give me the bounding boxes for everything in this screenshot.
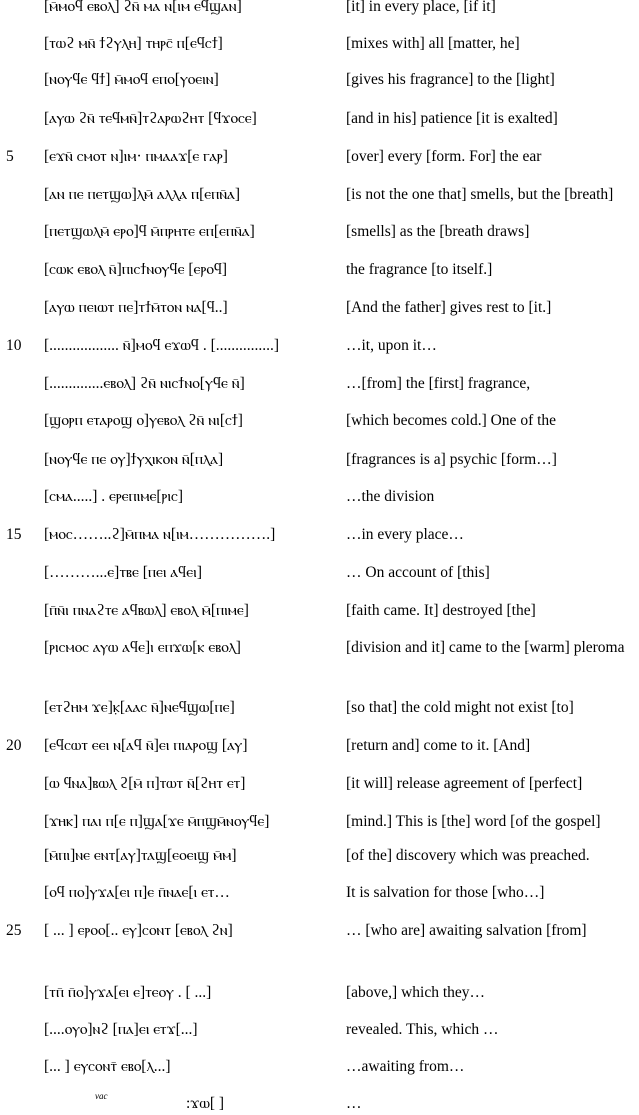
english-translation: …in every place… — [346, 526, 464, 543]
coptic-text: [ⲡⲉⲧϣⲱⲗⲙ̄ ⲉⲣⲟ]ϥ ⲙ̄ⲡⲣⲏⲧⲉ ⲉⲡ[ⲉⲡⲛ̄ⲁ] — [44, 223, 255, 240]
english-translation: [fragrances is a] psychic [form…] — [346, 451, 557, 468]
english-translation: [it] in every place, [if it] — [346, 0, 496, 15]
coptic-text: [ⲙ̄ⲡⲓ]ⲛⲉ ⲉⲛⲧ[ⲁⲩ]ⲧⲁϣ[ⲉⲟⲉⲓϣ ⲙ̄ⲙ] — [44, 847, 237, 864]
english-translation: …awaiting from… — [346, 1058, 465, 1075]
coptic-text: [ⲥⲙⲁ.....] . ⲉⲣⲉⲡⲓⲙⲉ[ⲣⲓⲥ] — [44, 488, 183, 505]
coptic-text: [ⲱ ϥⲛⲁ]ⲃⲱⲗ ϩ[ⲙ̄ ⲡ]ⲧⲱⲧ ⲛ̄[ϩⲏⲧ ⲉⲧ] — [44, 775, 246, 792]
english-translation: [gives his fragrance] to the [light] — [346, 71, 555, 88]
coptic-text: [ⲉϫⲛ̄ ⲥⲙⲟⲧ ⲛ]ⲓⲙ· ⲡⲙⲁⲁϫ[ⲉ ⲅⲁⲣ] — [44, 148, 228, 165]
english-translation: [above,] which they… — [346, 984, 486, 1001]
english-translation: revealed. This, which … — [346, 1021, 499, 1038]
english-translation: [smells] as the [breath draws] — [346, 223, 530, 240]
english-translation: …the division — [346, 488, 435, 505]
english-translation: [and in his] patience [it is exalted] — [346, 110, 558, 127]
coptic-text: [ⲛⲟⲩϥⲉ ⲡⲉ ⲟⲩ]ϯⲩⲭⲓⲕⲟⲛ ⲛ̄[ⲡⲗⲁ] — [44, 451, 224, 468]
english-translation: [return and] come to it. [And] — [346, 737, 531, 754]
english-translation: …it, upon it… — [346, 337, 437, 354]
line-number: 10 — [6, 337, 22, 354]
english-translation: … — [346, 1095, 362, 1112]
coptic-text: [ⲧⲱϩ ⲙⲛ̄ ϯϩⲩⲗⲏ] ⲧⲏⲣⲥ̄ ⲡ[ⲉϥⲥϯ] — [44, 35, 223, 52]
english-translation: …[from] the [first] fragrance, — [346, 375, 531, 392]
coptic-text: [ⲛⲟⲩϥⲉ ϥϯ] ⲙ̄ⲙⲟϥ ⲉⲡⲟ[ⲩⲟⲉⲓⲛ] — [44, 71, 219, 88]
coptic-text: [ⲧⲡ̄ ⲡ̄ⲟ]ⲩϫⲁ[ⲉⲓ ⲉ]ⲧⲉⲟⲩ . [ ...] — [44, 984, 212, 1001]
english-translation: [mind.] This is [the] word [of the gospel] — [346, 813, 601, 830]
coptic-text: [ ... ] ⲉⲣⲟⲟ[.. ⲉⲩ]ⲥⲟⲛⲧ [ⲉⲃⲟⲗ ϩⲛ] — [44, 922, 233, 939]
english-translation: [which becomes cold.] One of the — [346, 412, 557, 429]
coptic-text: [ⲥⲱⲕ ⲉⲃⲟⲗ ⲛ̄]ⲡⲓⲥϯⲛⲟⲩϥⲉ [ⲉⲣⲟϥ] — [44, 261, 228, 278]
coptic-text: [ϣⲟⲣⲡ ⲉⲧⲁⲣⲟϣ ⲟ]ⲩⲉⲃⲟⲗ ϩⲛ̄ ⲛⲓ[ⲥϯ] — [44, 412, 243, 429]
coptic-text: [ⲉⲧϩⲏⲙ ϫⲉ]ⲕ̣[ⲁⲁⲥ ⲛ̄]ⲛⲉϥϣⲱ[ⲡⲉ] — [44, 699, 235, 716]
english-translation: [division and it] came to the [warm] pleroma — [346, 639, 625, 656]
coptic-text: [ϫⲏⲕ] ⲡⲁⲓ ⲡ[ⲉ ⲡ]ϣⲁ[ϫⲉ ⲙ̄ⲡϣⲙ̄ⲛⲟⲩϥⲉ] — [44, 813, 270, 830]
english-translation: [is not the one that] smells, but the [breath] — [346, 186, 614, 203]
line-number: 25 — [6, 922, 22, 939]
coptic-text: [..............ⲉⲃⲟⲗ] ϩⲛ̄ ⲛⲓⲥϯⲛⲟ[ⲩϥⲉ ⲛ̄] — [44, 375, 245, 392]
coptic-text: [... ] ⲉⲩⲥⲟⲛⲧ̄ ⲉⲃⲟ[ⲗ...] — [44, 1058, 171, 1075]
english-translation: [it will] release agreement of [perfect] — [346, 775, 583, 792]
english-translation: … [who are] awaiting salvation [from] — [346, 922, 587, 939]
english-translation: It is salvation for those [who…] — [346, 884, 545, 901]
english-translation: … On account of [this] — [346, 564, 490, 581]
coptic-text: :ϫⲱ[ ] — [186, 1095, 225, 1112]
coptic-text: [ⲉϥⲥⲱⲧ ⲉⲉⲓ ⲛ[ⲁϥ ⲛ̄]ⲉⲓ ⲡⲓⲁⲣⲟϣ [ⲁⲩ] — [44, 737, 248, 754]
coptic-text: [………...ⲉ]ⲧⲃⲉ [ⲡⲉⲓ ⲁϥⲉⲓ] — [44, 564, 202, 581]
coptic-text: [ⲙ̄ⲙⲟϥ ⲉⲃⲟⲗ] ϩⲛ̄ ⲙⲁ ⲛ[ⲓⲙ ⲉϥϣⲁⲛ] — [44, 0, 242, 15]
coptic-text: [....ⲟⲩⲟ]ⲛϩ [ⲡⲁ]ⲉⲓ ⲉⲧϫ[...] — [44, 1021, 198, 1038]
english-translation: [faith came. It] destroyed [the] — [346, 602, 536, 619]
coptic-text: [.................. ⲛ̄]ⲙⲟϥ ⲉϫⲱϥ . [...............] — [44, 337, 280, 354]
vacat-mark: vac — [95, 1091, 108, 1101]
english-translation: [of the] discovery which was preached. — [346, 847, 590, 864]
line-number: 15 — [6, 526, 22, 543]
coptic-text: [ⲡ̄ⲛ̄ⲓ ⲡⲛⲁϩⲧⲉ ⲁϥⲃⲱⲗ] ⲉⲃⲟⲗ ⲙ̄[ⲡⲓⲙⲉ] — [44, 602, 249, 619]
line-number: 20 — [6, 737, 22, 754]
line-number: 5 — [6, 148, 14, 165]
english-translation: [so that] the cold might not exist [to] — [346, 699, 574, 716]
english-translation: the fragrance [to itself.] — [346, 261, 493, 278]
english-translation: [over] every [form. For] the ear — [346, 148, 542, 165]
english-translation: [mixes with] all [matter, he] — [346, 35, 520, 52]
coptic-text: [ⲁⲛ ⲡⲉ ⲡⲉⲧϣⲱ]ⲗⲙ̄ ⲁⲗⲗⲁ ⲡ[ⲉⲡⲛ̄ⲁ] — [44, 186, 241, 203]
coptic-text: [ⲁⲩⲱ ⲡⲉⲓⲱⲧ ⲡⲉ]ⲧϯⲙ̄ⲧⲟⲛ ⲛⲁ[ϥ..] — [44, 299, 228, 316]
coptic-text: [ⲙⲟⲥ……..ϩ]ⲙ̄ⲡⲙⲁ ⲛ[ⲓⲙ…………….] — [44, 526, 276, 543]
english-translation: [And the father] gives rest to [it.] — [346, 299, 552, 316]
coptic-text: [ⲁⲩⲱ ϩⲛ̄ ⲧⲉϥⲙⲛ̄]ⲧϩⲁⲣⲱϩⲏⲧ [ϥϫⲟⲥⲉ] — [44, 110, 257, 127]
coptic-text: [ⲣⲓⲥⲙⲟⲥ ⲁⲩⲱ ⲁϥⲉ]ⲓ ⲉⲡϫⲱ[ⲕ ⲉⲃⲟⲗ] — [44, 639, 241, 656]
coptic-text: [ⲟϥ ⲡⲟ]ⲩϫⲁ[ⲉⲓ ⲡ]ⲉ ⲡ̄ⲛⲁⲉ[ⲓ ⲉⲧ… — [44, 884, 230, 901]
